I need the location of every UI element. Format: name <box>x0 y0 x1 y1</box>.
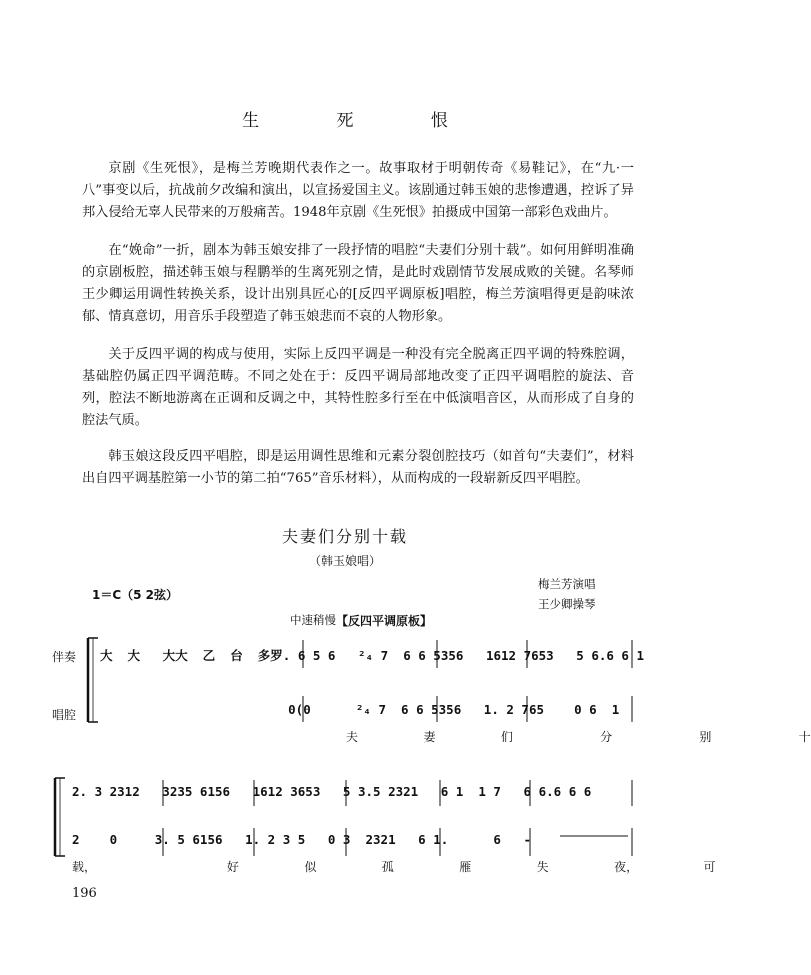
score-accompaniment-line-2: 2. 3 2312 3235 6156 1612 3653 5 3.5 2321 6 1 1 7 6 6.6 6 6 <box>72 784 592 799</box>
paragraph-intro: 京剧《生死恨》，是梅兰芳晚期代表作之一。故事取材于明朝传奇《易鞋记》，在“九·一八”事变以后，抗战前夕改编和演出，以宣扬爱国主义。该剧通过韩玉娘的悲惨遭遇，控诉了异邦入侵给无辜人民带来的万般痛苦。1948年京剧《生死恨》拍摄成中国第一部彩色戏曲片。 <box>82 161 634 220</box>
lyrics-line-1: 夫 妻 们 分 别 十 <box>346 730 811 744</box>
tempo-marking: 中速稍慢 <box>290 613 336 627</box>
page-number: 196 <box>72 886 97 901</box>
label-accompaniment: 伴奏 <box>52 650 77 664</box>
score-vocal-line-1: 0(0 ²₄ 7 6 6 5356 1. 2 765 0 6 1 <box>100 702 620 717</box>
paragraph-scene: 在“娩命”一折，剧本为韩玉娘安排了一段抒情的唱腔“夫妻们分别十载”。如何用鲜明准确的京剧板腔，描述韩玉娘与程鹏举的生离死别之情，是此时戏剧情节发展成败的关键。名琴师王少卿运用调性转换关系，设计出别具匠心的[反四平调原板]唱腔，梅兰芳演唱得更是韵味浓郁、情真意切，用音乐手段塑造了韩玉娘悲而不哀的人物形象。 <box>82 243 634 324</box>
lyrics-line-2: 载， 好 似 孤 雁 失 夜， 可 <box>72 860 716 874</box>
score-vocal-line-2: 2 0 3. 5 6156 1. 2 3 5 0 3 2321 6 1. 6 - <box>72 832 532 847</box>
credit-singer: 梅兰芳演唱 <box>538 577 596 591</box>
credit-jinghu: 王少卿操琴 <box>538 597 596 611</box>
page-title: 生 死 恨 <box>242 111 484 131</box>
paragraph-theory: 关于反四平调的构成与使用，实际上反四平调是一种没有完全脱离正四平调的特殊腔调，基础腔仍属正四平调范畴。不同之处在于：反四平调局部地改变了正四平调唱腔的旋法、音列，腔法不断地游离在正调和反调之中，其特性腔多行至在中低演唱音区，从而形成了自身的腔法气质。 <box>82 347 634 428</box>
song-subtitle: （韩玉娘唱） <box>308 554 381 568</box>
key-signature: 1＝C（5 2弦） <box>92 588 179 602</box>
song-title: 夫妻们分别十载 <box>281 527 408 546</box>
paragraph-technique: 韩玉娘这段反四平唱腔，即是运用调性思维和元素分裂创腔技巧（如首句“夫妻们”，材料出自四平调基腔第一小节的第二拍“765”音乐材料），从而构成的一段崭新反四平唱腔。 <box>82 449 634 486</box>
label-vocal: 唱腔 <box>52 708 77 722</box>
score-accompaniment-line-1: 大 大 大大 乙 台 多罗. 6 5 6 ²₄ 7 6 6 5356 1612 7653 5 6.6 6 1 <box>100 648 645 663</box>
banshi-marking: 【反四平调原板】 <box>336 614 433 628</box>
